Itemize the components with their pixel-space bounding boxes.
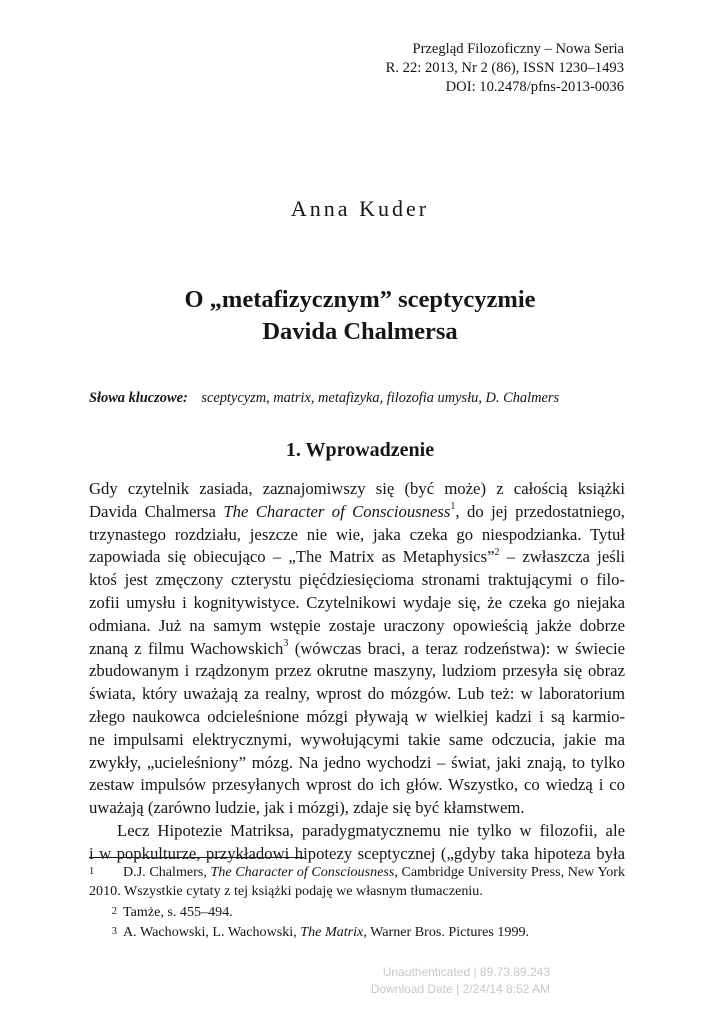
body-text bbox=[89, 478, 625, 866]
footnote-number: 1 bbox=[89, 866, 95, 877]
text-line: zbudowanym i rządzonym przez okrutne maszyny, ludziom przesyła się obraz bbox=[89, 661, 625, 681]
journal-doi: DOI: 10.2478/pfns-2013-0036 bbox=[445, 79, 624, 95]
article-title bbox=[0, 284, 720, 348]
footnote-number: 2 bbox=[111, 905, 117, 917]
text-line: zestaw impulsów przesyłanych wprost do ich głów. Wszystko, co wiedzą i co bbox=[89, 775, 625, 795]
text-line: uważają (zarówno ludzie, jak i mózgi), zdaje się być kłamstwem. bbox=[89, 798, 525, 818]
text-line: złego naukowca odcieleśnione mózgi pływają w wielkiej kadzi i są karmio- bbox=[89, 706, 625, 726]
footnote-number: 3 bbox=[111, 925, 117, 937]
text-line: zofii umysłu i kognitywistyce. Czytelnikowi wydaje się, że czeka go niejaka bbox=[89, 592, 625, 612]
text-line: Gdy czytelnik zasiada, zaznajomiwszy się (być może) z całością książki bbox=[89, 479, 625, 498]
footnote-3: 3 A. Wachowski, L. Wachowski, The Matrix, Warner Bros. Pictures 1999. bbox=[89, 922, 625, 942]
footnotes bbox=[89, 862, 625, 942]
paragraph bbox=[89, 478, 625, 820]
watermark-line-2: Download Date | 2/24/14 8:52 AM bbox=[370, 982, 550, 996]
text-line: Davida Chalmersa The Character of Consciousness$^1$, do jej przedostatniego, bbox=[89, 501, 625, 521]
keywords bbox=[89, 390, 634, 407]
journal-header bbox=[386, 40, 624, 97]
footnote-1-continuation: 2010. Wszystkie cytaty z tej książki podaję we własnym tłumaczeniu. bbox=[89, 883, 483, 900]
keywords-list: sceptycyzm, matrix, metafizyka, filozofia umysłu, D. Chalmers bbox=[201, 390, 560, 406]
text-line: i w popkulturze, przykładowi hipotezy sceptycznej („gdyby taka hipoteza była bbox=[89, 843, 625, 863]
text-line: Lecz Hipotezie Matriksa, paradygmatycznemu nie tylko w filozofii, ale bbox=[117, 820, 625, 840]
keywords-label: Słowa kluczowe: bbox=[89, 390, 188, 406]
text-line: zwykły, „ucieleśniony” mózg. Na jedno wychodzi – świat, jaki znają, to tylko bbox=[89, 752, 625, 772]
text-line: ne impulsami elektrycznymi, wywołującymi takie same odczucia, jakie ma bbox=[89, 729, 625, 749]
text-line: znaną z filmu Wachowskich$^3$ (wówczas braci, a teraz rodzeństwa): w świecie bbox=[89, 638, 625, 658]
watermark-line-1: Unauthenticated | 89.73.89.243 bbox=[382, 965, 550, 979]
author-name: Anna Kuder bbox=[290, 196, 430, 221]
text-line: świata, który uważają za realny, wprost do mózgów. Lub też: w laboratorium bbox=[89, 684, 625, 704]
book-title: The Character of Consciousness bbox=[223, 501, 451, 521]
text-line: trzynastego rozdziału, jeszcze nie wie, jaka czeka go niespodzianka. Tytuł bbox=[89, 524, 625, 544]
title-line-1: O „metafizycznym” sceptycyzmie bbox=[184, 286, 536, 313]
section-heading: 1. Wprowadzenie bbox=[285, 439, 435, 461]
journal-volume: R. 22: 2013, Nr 2 (86), ISSN 1230–1493 bbox=[385, 60, 624, 76]
title-line-2: Davida Chalmersa bbox=[262, 318, 458, 345]
footnote-ref[interactable]: 2 bbox=[494, 546, 500, 558]
text-line: odmiana. Już na samym wstępie zostaje uraczony opowieścią jakże dobrze bbox=[89, 615, 625, 635]
footnote-divider bbox=[89, 857, 304, 858]
text-line: zapowiada się obiecująco – „The Matrix as Metaphysics”$^2$ – zwłaszcza jeśli bbox=[89, 546, 625, 567]
footnote-2: 2 Tamże, s. 455–494. bbox=[89, 902, 625, 922]
footnote-1: 1 D.J. Chalmers, The Character of Consciousness, Cambridge University Press, New York bbox=[89, 864, 626, 880]
footnote-ref[interactable]: 3 bbox=[283, 638, 289, 650]
journal-name: Przegląd Filozoficzny – Nowa Seria bbox=[412, 41, 624, 57]
download-watermark bbox=[330, 964, 550, 998]
paragraph bbox=[89, 820, 625, 866]
footnote-ref[interactable]: 1 bbox=[450, 501, 456, 513]
text-line: ktoś jest zmęczony czterystu pięćdziesięcioma stronami traktującymi o filo- bbox=[89, 570, 625, 590]
